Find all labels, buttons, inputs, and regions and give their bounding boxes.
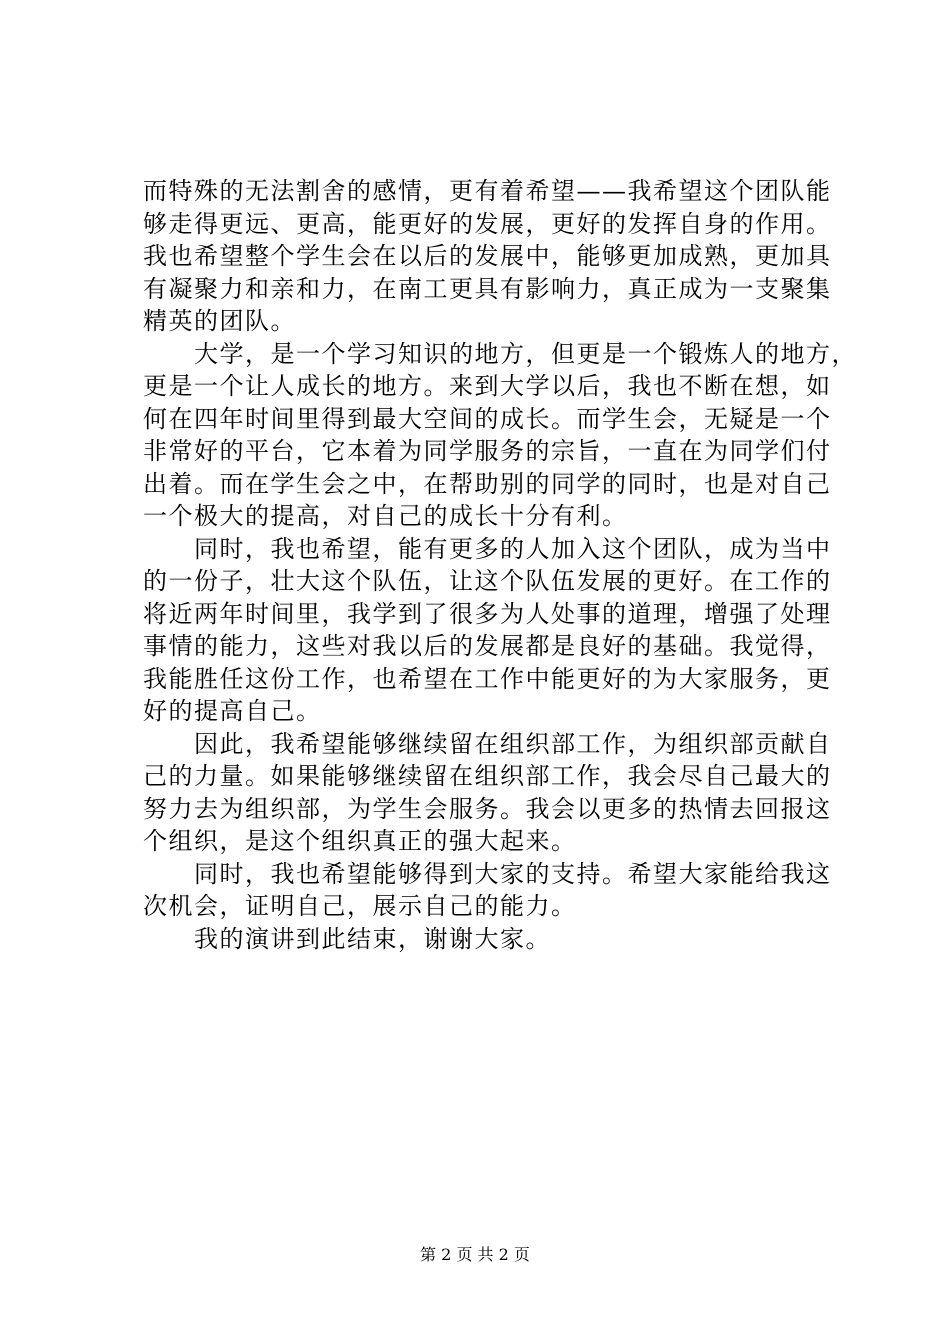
text-line: 同时，我也希望，能有更多的人加入这个团队，成为当中 — [143, 534, 832, 563]
text-line: 我的演讲到此结束，谢谢大家。 — [143, 924, 551, 953]
text-line: 我能胜任这份工作，也希望在工作中能更好的为大家服务，更 — [143, 664, 832, 693]
text-line: 事情的能力，这些对我以后的发展都是良好的基础。我觉得， — [143, 632, 832, 660]
text-line: 的一份子，壮大这个队伍，让这个队伍发展的更好。在工作的 — [143, 567, 832, 595]
text-line: 努力去为组织部，为学生会服务。我会以更多的热情去回报这 — [143, 794, 832, 823]
text-line: 何在四年时间里得到最大空间的成长。而学生会，无疑是一个 — [143, 404, 832, 433]
text-line: 精英的团队。 — [143, 307, 296, 335]
text-line: 有凝聚力和亲和力，在南工更具有影响力，真正成为一支聚集 — [143, 274, 832, 303]
text-line: 更是一个让人成长的地方。来到大学以后，我也不断在想，如 — [143, 372, 832, 400]
text-line: 因此，我希望能够继续留在组织部工作，为组织部贡献自 — [143, 729, 832, 758]
text-line: 将近两年时间里，我学到了很多为人处事的道理，增强了处理 — [143, 599, 832, 628]
page-number-footer: 第 2 页 共 2 页 — [420, 1245, 530, 1264]
text-line: 够走得更远、更高，能更好的发展，更好的发挥自身的作用。 — [143, 209, 832, 238]
text-line: 己的力量。如果能够继续留在组织部工作，我会尽自己最大的 — [143, 762, 832, 790]
text-line: 好的提高自己。 — [143, 697, 322, 725]
speech-body-text — [143, 175, 857, 955]
text-line: 出着。而在学生会之中，在帮助别的同学的同时，也是对自己 — [143, 469, 832, 498]
text-line: 次机会，证明自己，展示自己的能力。 — [143, 892, 577, 920]
text-line: 个组织，是这个组织真正的强大起来。 — [143, 827, 577, 855]
text-line: 同时，我也希望能够得到大家的支持。希望大家能给我这 — [143, 859, 832, 888]
text-line: 我也希望整个学生会在以后的发展中，能够更加成熟，更加具 — [143, 242, 832, 270]
text-line: 而特殊的无法割舍的感情，更有着希望——我希望这个团队能 — [143, 177, 832, 205]
text-line: 大学，是一个学习知识的地方，但更是一个锻炼人的地方， — [143, 339, 857, 368]
text-line: 一个极大的提高，对自己的成长十分有利。 — [143, 502, 628, 530]
text-line: 非常好的平台，它本着为同学服务的宗旨，一直在为同学们付 — [143, 437, 832, 465]
